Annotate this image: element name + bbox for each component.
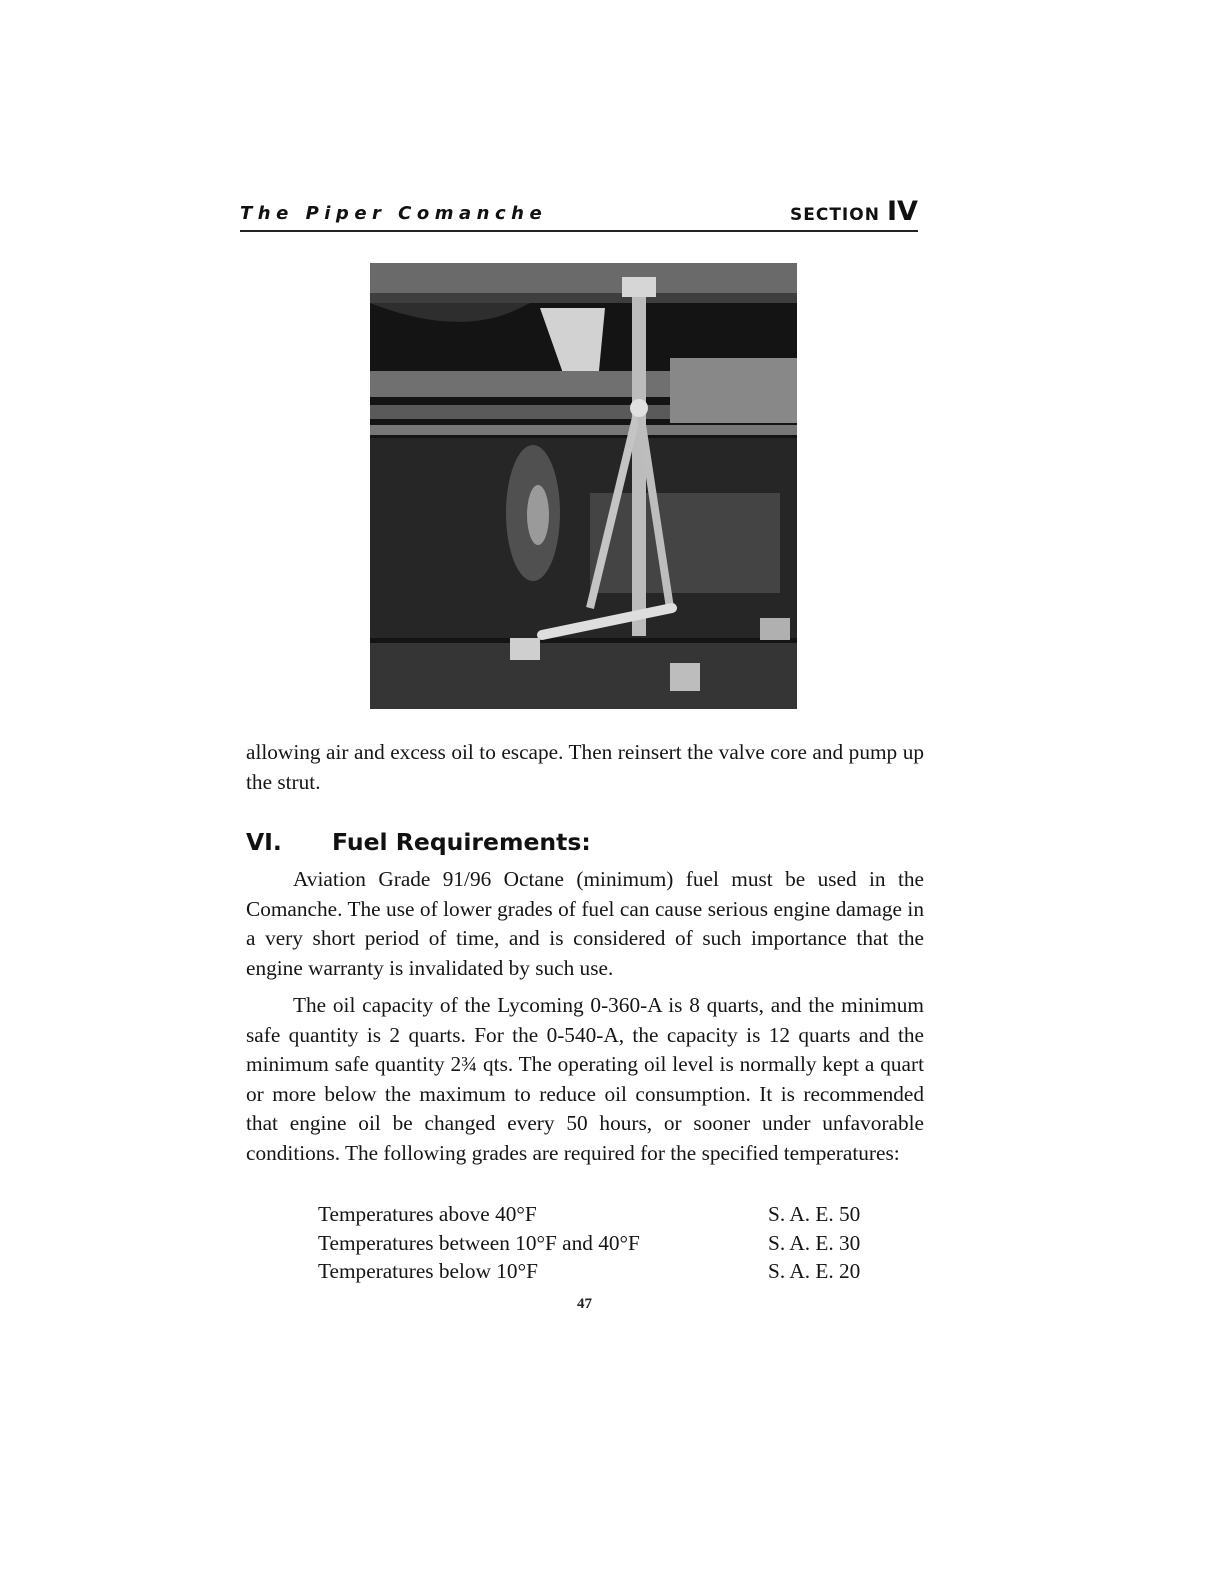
paragraph-fuel-grade: Aviation Grade 91/96 Octane (minimum) fuel must be used in the Comanche. The use of lower grades of fuel can cause serious engine damage in a very short period of time, and is considered of such importance that the engine warranty is invalidated by such use.	[246, 867, 924, 980]
oil-grade-row	[318, 1229, 878, 1258]
running-header-section	[790, 196, 918, 227]
oil-grade-temperature: Temperatures above 40°F	[318, 1202, 537, 1226]
wing-edge-shadow	[370, 293, 797, 303]
page-number: 47	[577, 1296, 592, 1312]
oil-grade-value: S. A. E. 50	[768, 1202, 861, 1226]
paragraph-strut-continuation: allowing air and excess oil to escape. Then reinsert the valve core and pump up the strut.	[246, 740, 924, 794]
jack-head	[622, 277, 656, 297]
header-rule	[240, 230, 918, 232]
running-header-title: The Piper Comanche	[240, 203, 548, 224]
nose-gear-photo	[370, 263, 797, 709]
section-heading-title: Fuel Requirements:	[332, 828, 591, 856]
wing-underside	[370, 263, 797, 293]
section-number: IV	[886, 196, 918, 227]
oil-grade-value: S. A. E. 20	[768, 1259, 861, 1283]
section-heading-number: VI.	[246, 828, 282, 856]
floor-object	[760, 618, 790, 640]
oil-grade-row	[318, 1257, 878, 1286]
jack-foot-right	[670, 663, 700, 691]
background-wall-right	[670, 358, 797, 423]
jack-foot-left	[510, 638, 540, 660]
background-stripe-lower	[370, 425, 797, 435]
paragraph-oil-capacity: The oil capacity of the Lycoming 0-360-A is 8 quarts, and the minimum safe quantity is 2 quarts. For the 0-540-A, the capacity is 12 quarts and the minimum safe quantity 2¾ qts. The operating oil level is normally kept a quart or more below the maximum to reduce oil consumption. It is recommended that engine oil be changed every 50 hours, or sooner under unfavorable conditions. The following grades are required for the specified temperatures:	[246, 993, 924, 1165]
section-label: SECTION	[790, 205, 880, 225]
oil-grade-temperature: Temperatures between 10°F and 40°F	[318, 1230, 640, 1255]
section-heading-fuel-requirements	[246, 828, 591, 856]
oil-grade-row	[318, 1200, 878, 1229]
oil-grade-temperature: Temperatures below 10°F	[318, 1259, 538, 1283]
oil-grade-value: S. A. E. 30	[768, 1230, 861, 1255]
wheel-hub	[527, 485, 549, 545]
oil-grade-table	[318, 1200, 878, 1286]
hangar-floor	[370, 643, 797, 709]
background-shelving	[590, 493, 780, 593]
jack-pivot	[630, 399, 648, 417]
nose-gear-photo-illustration	[370, 263, 797, 709]
